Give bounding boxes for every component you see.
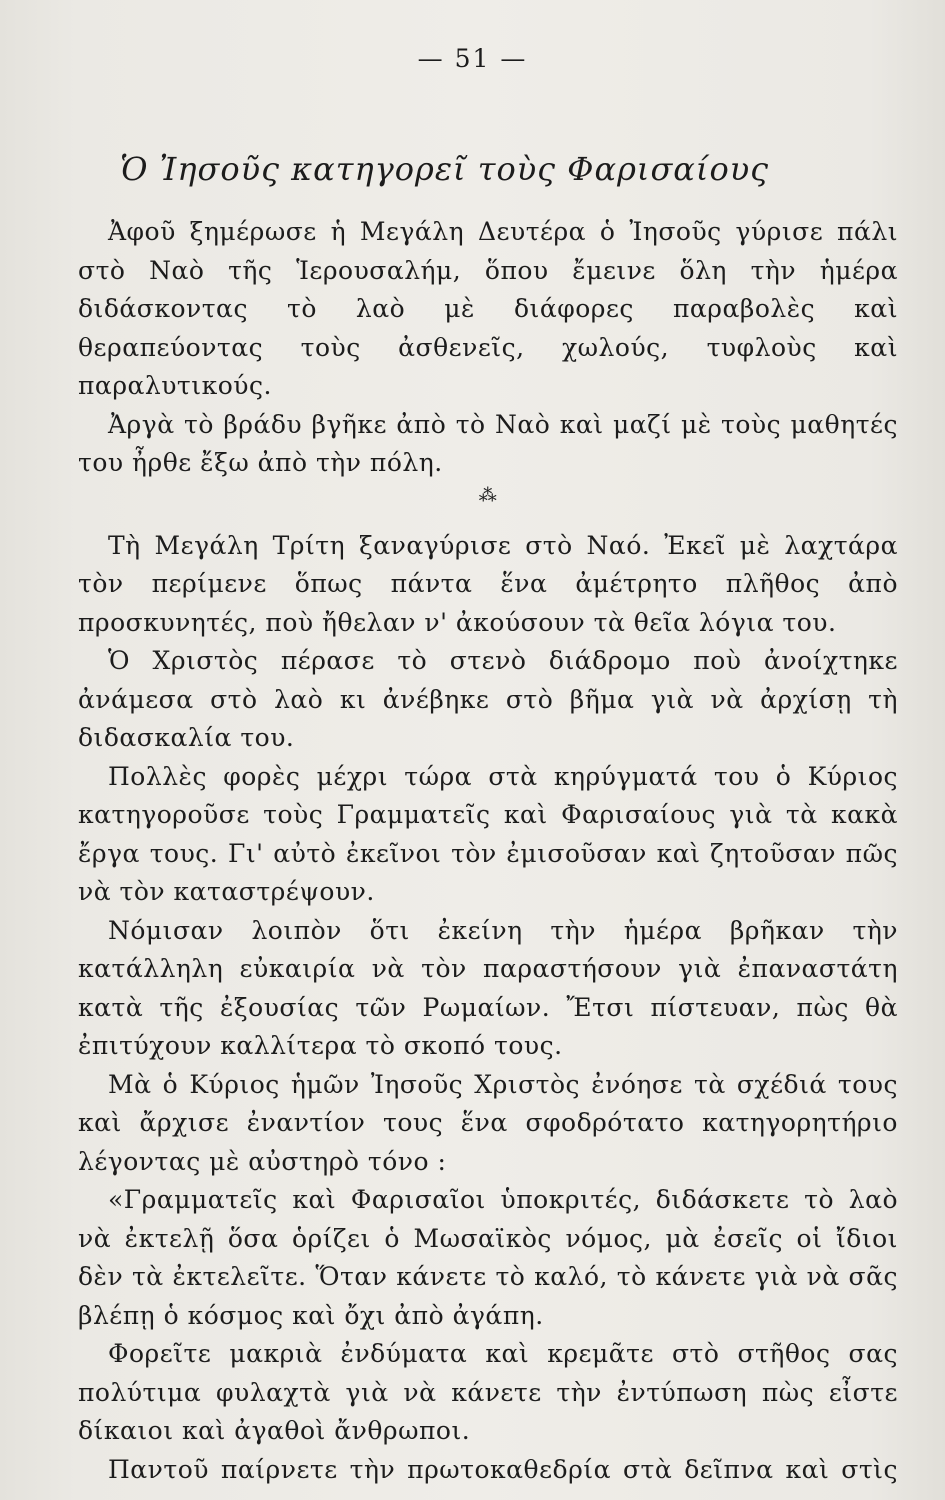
paragraph-7: Μὰ ὁ Κύριος ἡμῶν Ἰησοῦς Χριστὸς ἐνόησε τὰ σχέδιά τους καὶ ἄρχισε ἐναντίον τους ἕνα σφοδρότατο κατηγορητήριο λέγοντας μὲ αὐστηρὸ τόνο : [78, 1069, 898, 1176]
paragraph-4: Ὁ Χριστὸς πέρασε τὸ στενὸ διάδρομο ποὺ ἀνοίχτηκε ἀνάμεσα στὸ λαὸ κι ἀνέβηκε στὸ βῆμα γιὰ νὰ ἀρχίσῃ τὴ διδασκαλία του. [78, 646, 898, 752]
paragraph-2: Ἀργὰ τὸ βράδυ βγῆκε ἀπὸ τὸ Ναὸ καὶ μαζί μὲ τοὺς μαθητές του ἦρθε ἔξω ἀπὸ τὴν πόλη. [78, 409, 898, 477]
paragraph-1: Ἀφοῦ ξημέρωσε ἡ Μεγάλη Δευτέρα ὁ Ἰησοῦς γύρισε πάλι στὸ Ναὸ τῆς Ἱερουσαλήμ, ὅπου ἔμεινε ὅλη τὴν ἡμέρα διδάσκοντας τὸ λαὸ μὲ διάφορες παραβολὲς καὶ θεραπεύοντας τοὺς ἀσθενεῖς, χωλούς, τυφλοὺς καὶ παραλυτικούς. [78, 217, 898, 400]
paragraph-10: Παντοῦ παίρνετε τὴν πρωτοκαθεδρία στὰ δεῖπνα καὶ στὶς [108, 1454, 898, 1484]
paragraph-9: Φορεῖτε μακριὰ ἐνδύματα καὶ κρεμᾶτε στὸ στῆθος σας πολύτιμα φυλαχτὰ γιὰ νὰ κάνετε τὴν ἐντύπωση πὼς εἶστε δίκαιοι καὶ ἀγαθοὶ ἄνθρωποι. [78, 1339, 898, 1445]
body-text [78, 213, 898, 1489]
section-separator: ⁂ [478, 484, 498, 506]
paragraph-5: Πολλὲς φορὲς μέχρι τώρα στὰ κηρύγματά του ὁ Κύριος κατηγοροῦσε τοὺς Γραμματεῖς καὶ Φαρισαίους γιὰ τὰ κακὰ ἔργα τους. Γι' αὐτὸ ἐκεῖνοι τὸν ἐμισοῦσαν καὶ ζητοῦσαν πῶς νὰ τὸν καταστρέψουν. [78, 761, 898, 906]
page-number: — 51 — [417, 44, 528, 73]
paragraph-3: Τὴ Μεγάλη Τρίτη ξαναγύρισε στὸ Ναό. Ἐκεῖ μὲ λαχτάρα τὸν περίμενε ὅπως πάντα ἕνα ἀμέτρητο πλῆθος ἀπὸ προσκυνητές, ποὺ ἤθελαν ν' ἀκούσουν τὰ θεῖα λόγια του. [78, 530, 898, 637]
paragraph-6: Νόμισαν λοιπὸν ὅτι ἐκείνη τὴν ἡμέρα βρῆκαν τὴν κατάλληλη εὐκαιρία νὰ τὸν παραστήσουν γιὰ ἐπαναστάτη κατὰ τῆς ἐξουσίας τῶν Ρωμαίων. Ἔτσι πίστευαν, πὼς θὰ ἐπιτύχουν καλλίτερα τὸ σκοπό τους. [78, 915, 898, 1060]
chapter-title: Ὁ Ἰησοῦς κατηγορεῖ τοὺς Φαρισαίους [120, 150, 770, 188]
paragraph-8: «Γραμματεῖς καὶ Φαρισαῖοι ὑποκριτές, διδάσκετε τὸ λαὸ νὰ ἐκτελῇ ὅσα ὁρίζει ὁ Μωσαϊκὸς νόμος, μὰ ἐσεῖς οἱ ἴδιοι δὲν τὰ ἐκτελεῖτε. Ὅταν κάνετε τὸ καλό, τὸ κάνετε γιὰ νὰ σᾶς βλέπῃ ὁ κόσμος καὶ ὄχι ἀπὸ ἀγάπη. [78, 1185, 898, 1330]
